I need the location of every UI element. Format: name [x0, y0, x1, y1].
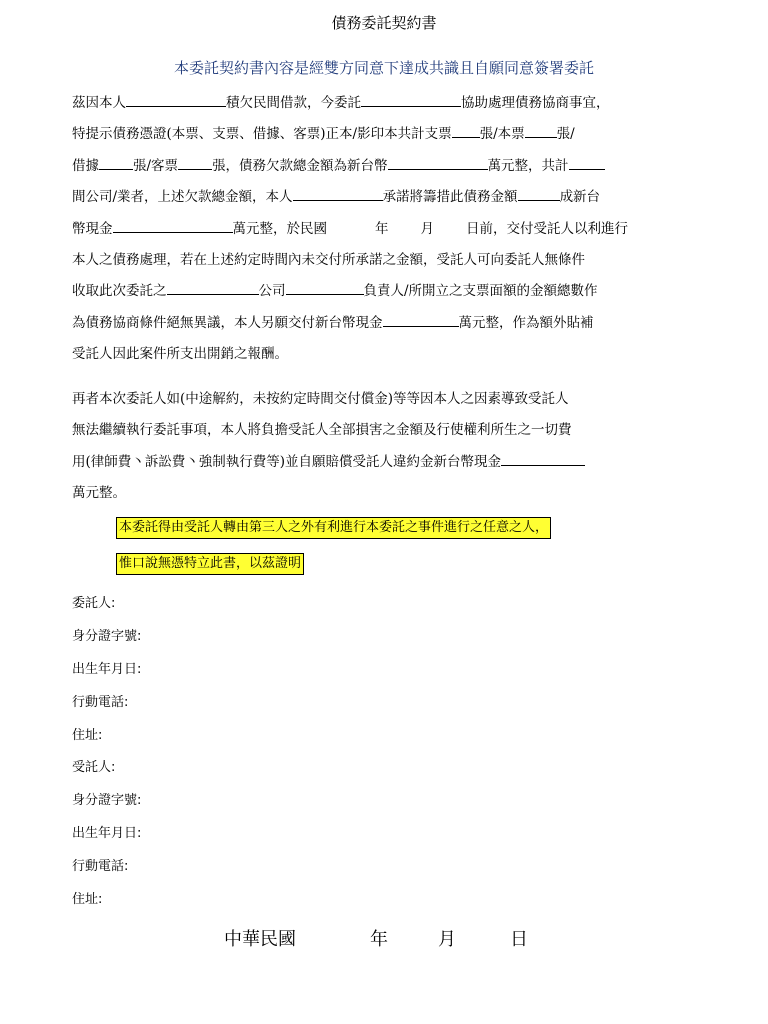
text-segment: 本人之債務處理，若在上述約定時間內未交付所承諾之金額，受託人可向委託人無條件: [72, 251, 585, 268]
blank-field: [286, 281, 364, 295]
date-day: 日: [510, 929, 528, 950]
paragraph-line: [72, 384, 712, 415]
text-segment: 借據: [72, 157, 99, 174]
text-segment: 茲因本人: [72, 95, 126, 111]
trustee-address-label: 住址:: [72, 892, 103, 907]
highlighted-clause-proof: 惟口說無憑特立此書，以茲證明: [116, 553, 304, 575]
paragraph-line: [72, 119, 712, 150]
blank-field: [383, 313, 459, 327]
document-title: 債務委託契約書: [331, 14, 437, 32]
client-birth-label: 出生年月日:: [72, 662, 142, 677]
text-segment: 收取此次委託之: [72, 283, 167, 300]
trustee-birth-label: 出生年月日:: [72, 826, 142, 841]
agreement-paragraph-2: [72, 384, 712, 510]
blank-field: [167, 281, 259, 295]
blank-field: [525, 124, 557, 138]
blank-field: [501, 452, 585, 466]
text-segment: 張，債務欠款總金額為新台幣: [212, 157, 388, 174]
client-label: 委託人:: [72, 596, 116, 611]
text-segment: 月: [420, 220, 434, 237]
text-segment: 用(律師費丶訴訟費丶強制執行費等)並自願賠償受託人違約金新台幣現金: [72, 453, 502, 470]
agreement-paragraph-1: [72, 88, 712, 371]
client-info-block: [72, 587, 141, 752]
document-subtitle: 本委託契約書內容是經雙方同意下達成共識且自願同意簽署委託: [173, 59, 594, 77]
blank-field: [99, 156, 133, 170]
text-segment: 張/: [556, 126, 575, 143]
blank-field: [361, 93, 461, 107]
paragraph-line: [72, 214, 712, 245]
paragraph-line: [72, 88, 712, 119]
text-segment: 年: [375, 220, 389, 237]
paragraph-line: [72, 276, 712, 307]
paragraph-line: [72, 447, 712, 478]
paragraph-line: [72, 478, 712, 509]
text-segment: 張/本票: [479, 126, 525, 143]
paragraph-line: [72, 245, 712, 276]
date-year: 年: [370, 929, 388, 950]
blank-field: [518, 187, 560, 201]
trustee-info-block: [72, 751, 141, 916]
blank-field: [113, 219, 233, 233]
text-segment: 公司: [258, 283, 286, 300]
text-segment: 無法繼續執行委託事項，本人將負擔受託人全部損害之金額及行使權利所生之一切費: [72, 422, 572, 439]
trustee-phone-label: 行動電話:: [72, 859, 129, 874]
blank-field: [569, 156, 605, 170]
paragraph-line: [72, 182, 712, 213]
text-segment: 積欠民間借款，今委託: [226, 95, 361, 111]
client-phone-label: 行動電話:: [72, 695, 129, 710]
paragraph-line: [72, 308, 712, 339]
paragraph-line: [72, 415, 712, 446]
text-segment: 特提示債務憑證(本票、支票、借據、客票)正本/影印本共計支票: [72, 126, 452, 143]
blank-field: [388, 156, 488, 170]
text-segment: 再者本次委託人如(中途解約，未按約定時間交付償金)等等因本人之因素導致受託人: [72, 391, 569, 407]
text-segment: 協助處理債務協商事宜，: [461, 95, 610, 111]
text-segment: 受託人因此案件所支出開銷之報酬。: [72, 346, 288, 363]
text-segment: 萬元整，於民國: [232, 220, 327, 237]
blank-field: [126, 93, 226, 107]
text-segment: 間公司/業者，上述欠款總金額，本人: [72, 189, 293, 206]
highlighted-clause-transfer: 本委託得由受託人轉由第三人之外有利進行本委託之事件進行之任意之人，: [116, 517, 551, 539]
text-segment: 成新台: [559, 189, 601, 206]
paragraph-line: [72, 339, 712, 370]
date-era: 中華民國: [224, 929, 296, 950]
trustee-id-label: 身分證字號:: [72, 793, 142, 808]
blank-field: [293, 187, 383, 201]
text-segment: 萬元整。: [72, 485, 126, 502]
signing-date-line: [224, 925, 528, 951]
blank-field: [452, 124, 480, 138]
text-segment: 負責人/所開立之支票面額的金額總數作: [363, 283, 598, 300]
client-address-label: 住址:: [72, 728, 103, 743]
text-segment: 張/客票: [133, 157, 179, 174]
text-segment: 萬元整，共計: [487, 157, 569, 174]
date-month: 月: [438, 929, 456, 950]
text-segment: 承諾將籌措此債務金額: [382, 189, 518, 206]
paragraph-line: [72, 151, 712, 182]
blank-field: [178, 156, 212, 170]
client-id-label: 身分證字號:: [72, 629, 142, 644]
text-segment: 幣現金: [72, 220, 113, 237]
text-segment: 日前，交付受託人以利進行: [466, 220, 628, 237]
trustee-label: 受託人:: [72, 760, 116, 775]
text-segment: 為債務協商條件絕無異議，本人另願交付新台幣現金: [72, 314, 383, 331]
text-segment: 萬元整，作為額外貼補: [458, 314, 594, 331]
